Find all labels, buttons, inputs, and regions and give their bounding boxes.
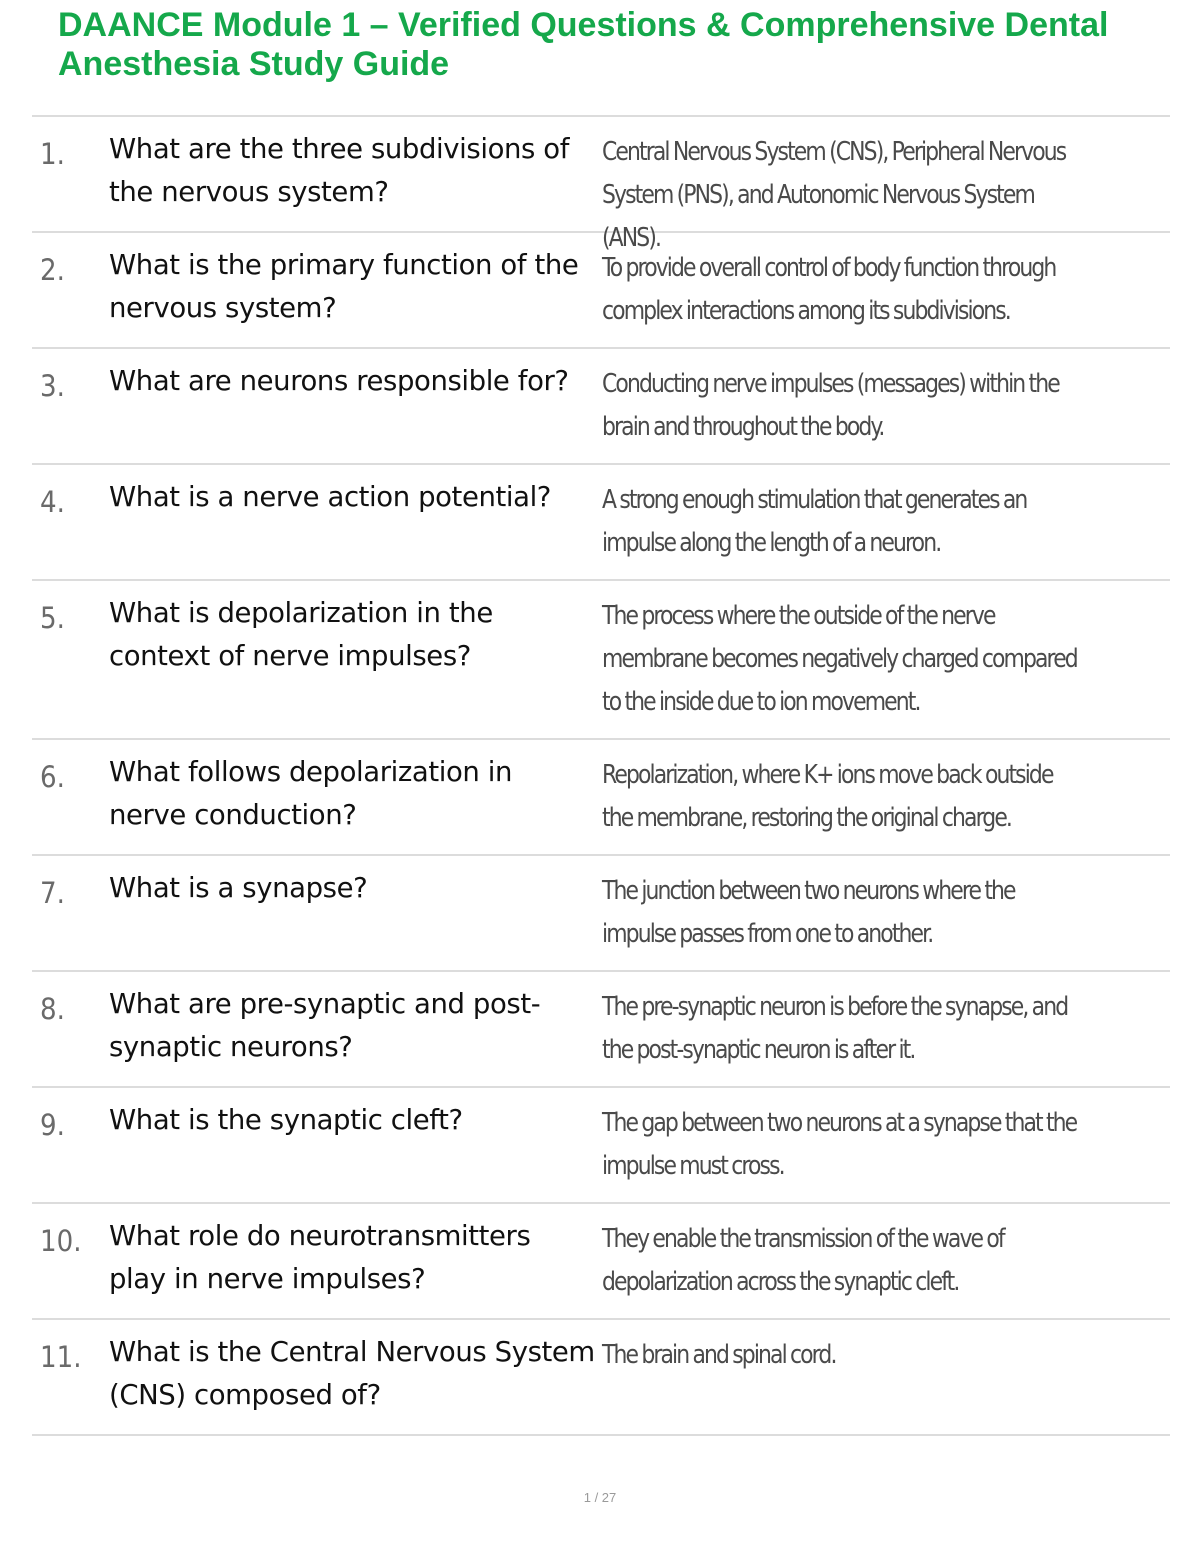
qa-answer: Conducting nerve impulses (messages) within the brain and throughout the body. xyxy=(602,369,1059,442)
qa-question: What are neurons responsible for? xyxy=(109,365,569,397)
qa-row xyxy=(32,581,1170,740)
qa-number: 2. xyxy=(40,253,65,287)
qa-question: What is the Central Nervous System (CNS) composed of? xyxy=(109,1336,595,1411)
qa-question: What is depolarization in the context of nerve impulses? xyxy=(109,597,493,672)
qa-row xyxy=(32,856,1170,972)
qa-number: 11. xyxy=(40,1340,82,1374)
qa-number: 6. xyxy=(40,760,65,794)
qa-question: What are pre-synaptic and post-synaptic neurons? xyxy=(109,988,541,1063)
qa-number: 1. xyxy=(40,137,65,171)
qa-row xyxy=(32,465,1170,581)
qa-question: What is a nerve action potential? xyxy=(109,481,552,513)
qa-number: 3. xyxy=(40,369,65,403)
qa-answer: The junction between two neurons where the impulse passes from one to another. xyxy=(602,876,1015,949)
qa-row xyxy=(32,117,1170,253)
qa-number: 5. xyxy=(40,601,65,635)
qa-number: 10. xyxy=(40,1224,82,1258)
qa-question: What is a synapse? xyxy=(109,872,368,904)
qa-number: 8. xyxy=(40,992,65,1026)
qa-answer: The brain and spinal cord. xyxy=(602,1340,836,1370)
page-indicator: 1 / 27 xyxy=(583,1490,617,1505)
qa-answer: Central Nervous System (CNS), Peripheral Nervous System (PNS), and Autonomic Nervous System (ANS). xyxy=(602,137,1066,253)
qa-row xyxy=(32,1320,1170,1436)
qa-answer: They enable the transmission of the wave of depolarization across the synaptic cleft. xyxy=(602,1224,1004,1297)
page-title: DAANCE Module 1 – Verified Questions & Comprehensive Dental Anesthesia Study Guide xyxy=(58,6,1109,83)
qa-answer: To provide overall control of body function through complex interactions among its subdivisions. xyxy=(602,253,1056,326)
qa-answer: The gap between two neurons at a synapse that the impulse must cross. xyxy=(602,1108,1077,1181)
qa-row xyxy=(32,972,1170,1088)
qa-question: What follows depolarization in nerve conduction? xyxy=(109,756,513,831)
qa-question: What is the synaptic cleft? xyxy=(109,1104,463,1136)
qa-question: What are the three subdivisions of the nervous system? xyxy=(109,133,569,208)
qa-row xyxy=(32,1204,1170,1320)
qa-question: What role do neurotransmitters play in nerve impulses? xyxy=(109,1220,531,1295)
qa-number: 9. xyxy=(40,1108,65,1142)
qa-row xyxy=(32,740,1170,856)
qa-list xyxy=(32,115,1170,1436)
qa-row xyxy=(32,1088,1170,1204)
qa-number: 7. xyxy=(40,876,65,910)
qa-row xyxy=(32,349,1170,465)
qa-number: 4. xyxy=(40,485,65,519)
qa-answer: A strong enough stimulation that generates an impulse along the length of a neuron. xyxy=(602,485,1027,558)
qa-row xyxy=(32,233,1170,349)
qa-answer: The process where the outside of the nerve membrane becomes negatively charged compared to the inside due to ion movement. xyxy=(602,601,1077,717)
qa-question: What is the primary function of the nervous system? xyxy=(109,249,579,324)
qa-answer: The pre-synaptic neuron is before the synapse, and the post-synaptic neuron is after it. xyxy=(602,992,1068,1065)
qa-answer: Repolarization, where K+ ions move back outside the membrane, restoring the original charge. xyxy=(602,760,1053,833)
